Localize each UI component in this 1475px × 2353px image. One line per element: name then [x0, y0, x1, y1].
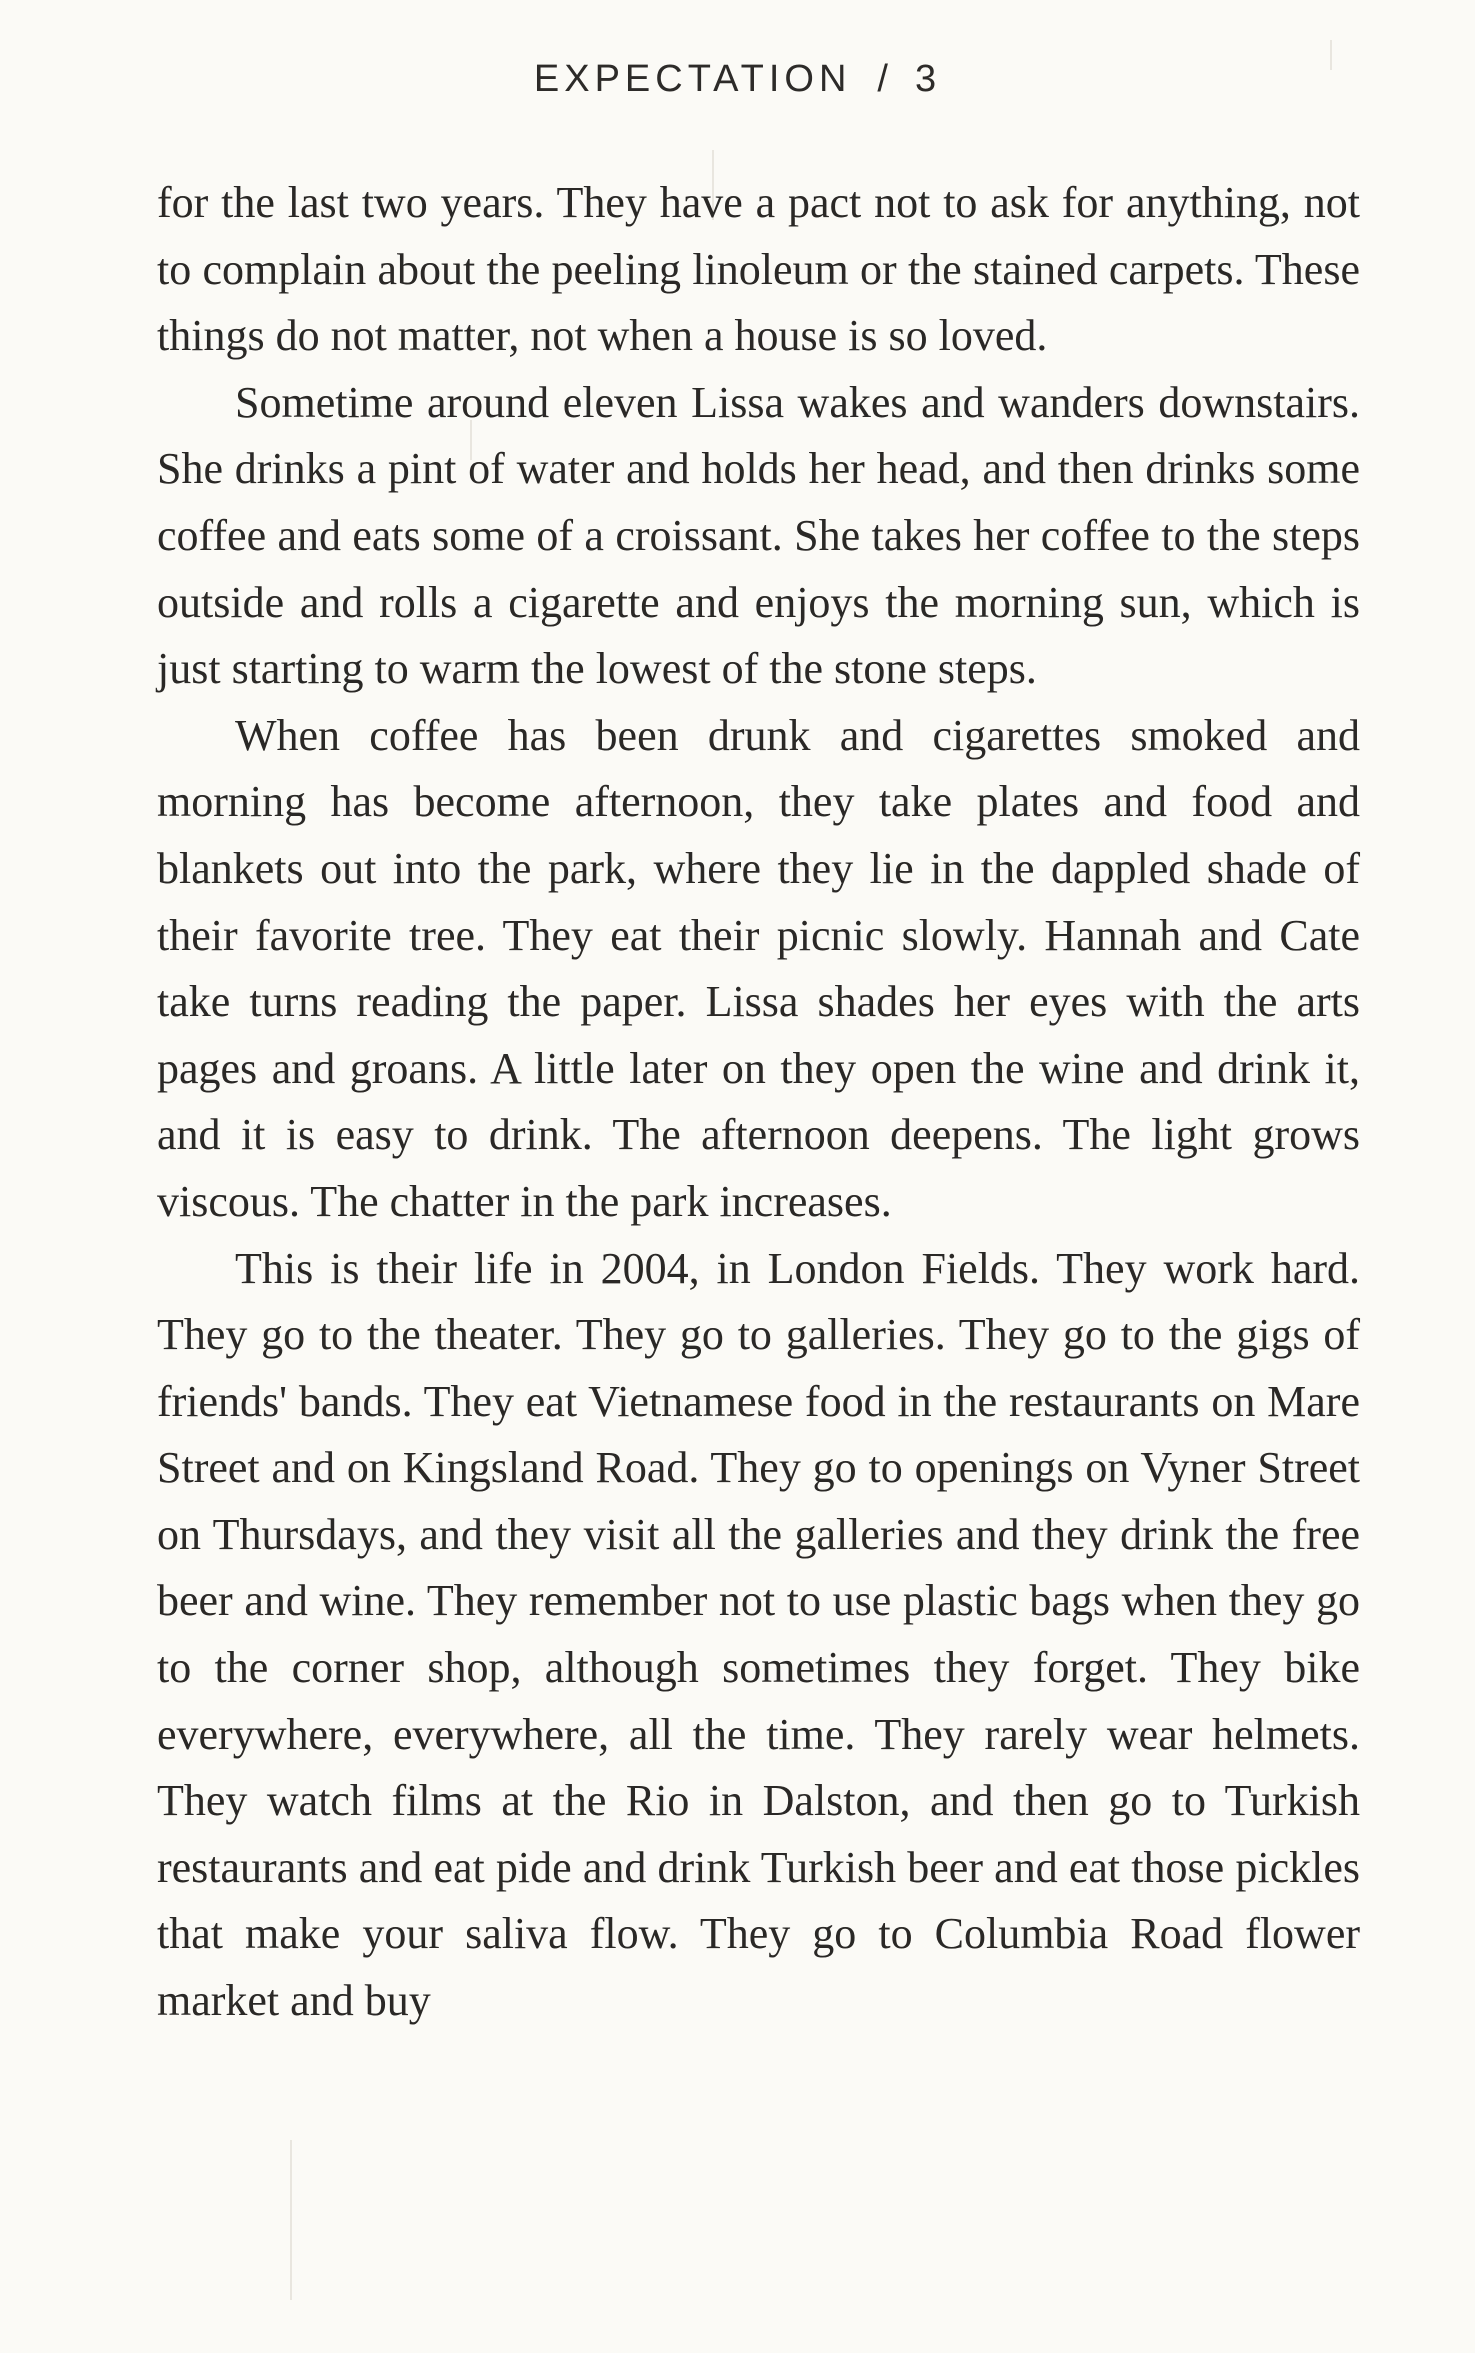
page-number: 3: [914, 58, 942, 100]
running-head: [0, 58, 1475, 101]
paragraph: This is their life in 2004, in London Fields. They work hard. They go to the theater. They go to galleries. They go to the gigs of friends' bands. They eat Vietnamese food in the restaurants on Mare Street and on Kingsland Road. They go to openings on Vyner Street on Thursdays, and they visit all the galleries and they drink the free beer and wine. They remember not to use plastic bags when they go to the corner shop, although sometimes they forget. They bike everywhere, everywhere, all the time. They rarely wear helmets. They watch films at the Rio in Dalston, and then go to Turkish restaurants and eat pide and drink Turkish beer and eat those pickles that make your saliva flow. They go to Columbia Road flower market and buy: [157, 1243, 1360, 2026]
paragraph: for the last two years. They have a pact not to ask for anything, not to complain about the peeling linoleum or the stained carpets. These things do not matter, not when a house is so loved.: [157, 178, 1360, 361]
paragraph: Sometime around eleven Lissa wakes and wanders downstairs. She drinks a pint of water and holds her head, and then drinks some coffee and eats some of a croissant. She takes her coffee to the steps outside and rolls a cigarette and enjoys the morning sun, which is just starting to warm the lowest of the stone steps.: [157, 377, 1360, 694]
scan-mark: [290, 2140, 292, 2300]
header-separator: /: [877, 58, 893, 100]
body-text: [157, 170, 1360, 2035]
paragraph: When coffee has been drunk and cigarettes smoked and morning has become afternoon, they take plates and food and blankets out into the park, where they lie in the dappled shade of their favorite tree. They eat their picnic slowly. Hannah and Cate take turns reading the paper. Lissa shades her eyes with the arts pages and groans. A little later on they open the wine and drink it, and it is easy to drink. The afternoon deepens. The light grows viscous. The chatter in the park increases.: [157, 710, 1360, 1226]
section-title: EXPECTATION: [533, 58, 852, 100]
